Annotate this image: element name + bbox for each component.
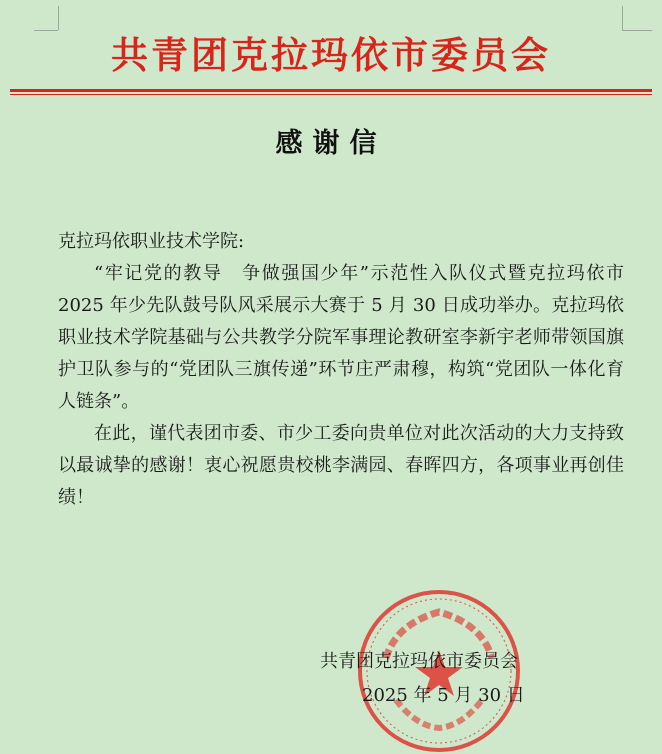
signature-organization: 共青团克拉玛依市委员会 [320, 651, 518, 672]
crop-mark-top-left-vertical [58, 6, 59, 30]
letter-body [58, 226, 624, 514]
letterhead-title: 共青团克拉玛依市委员会 [111, 34, 551, 77]
letter-salutation: 克拉玛依职业技术学院: [58, 231, 245, 252]
signature-date: 2025 年 5 月 30 日 [362, 685, 525, 706]
letterhead-rule-thick [10, 89, 652, 92]
letter-title: 感谢信 [275, 128, 387, 159]
crop-mark-top-left-horizontal [34, 30, 58, 31]
letter-paragraph-2: 在此，谨代表团市委、市少工委向贵单位对此次活动的大力支持致以最诚挚的感谢！衷心祝愿贵校桃李满园、春晖四方，各项事业再创佳绩！ [58, 423, 624, 508]
letter-paragraph-1: “牢记党的教导 争做强国少年”示范性入队仪式暨克拉玛依市 2025 年少先队鼓号队风采展示大赛于 5 月 30 日成功举办。克拉玛依职业技术学院基础与公共教学分院军事理论教研室李新宇老师带领国旗护卫队参与的“党团队三旗传递”环节庄严肃穆，构筑“党团队一体化育人链条”。 [58, 263, 624, 412]
crop-mark-top-right-horizontal [622, 30, 652, 31]
crop-mark-top-right-vertical [622, 6, 623, 30]
letterhead-rule-thin [10, 94, 652, 95]
